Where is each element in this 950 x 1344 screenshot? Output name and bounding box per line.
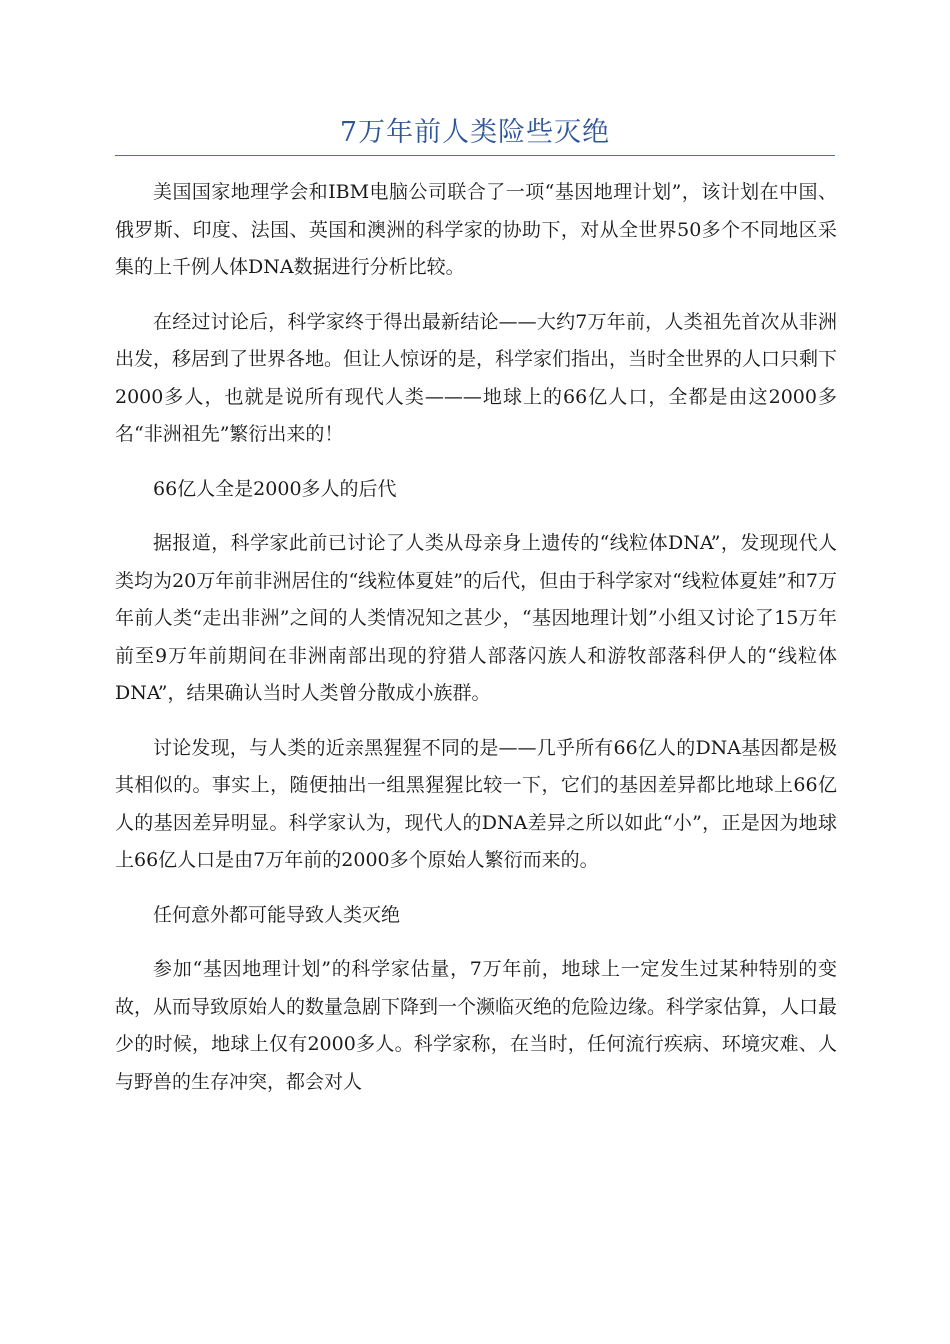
title-underline bbox=[115, 155, 835, 156]
subheading-descendants: 66亿人全是2000多人的后代 bbox=[153, 477, 397, 500]
paragraph-intro: 美国国家地理学会和IBM电脑公司联合了一项“基因地理计划”，该计划在中国、俄罗斯、印度、法国、英国和澳洲的科学家的协助下，对从全世界50多个不同地区采集的上千例人体DNA数据进行分析比较。 bbox=[115, 181, 837, 278]
paragraph-mitochondrial-dna: 据报道，科学家此前已讨论了人类从母亲身上遗传的“线粒体DNA”，发现现代人类均为20万年前非洲居住的“线粒体夏娃”的后代，但由于科学家对“线粒体夏娃”和7万年前人类“走出非洲”之间的人类情况知之甚少，“基因地理计划”小组又讨论了15万年前至9万年前期间在非洲南部出现的狩猎人部落闪族人和游牧部落科伊人的“线粒体DNA”，结果确认当时人类曾分散成小族群。 bbox=[115, 532, 837, 704]
subheading-extinction-risk: 任何意外都可能导致人类灭绝 bbox=[153, 903, 401, 926]
article-body bbox=[115, 174, 837, 1118]
page-title: 7万年前人类险些灭绝 bbox=[339, 117, 611, 148]
paragraph-population-estimate: 参加“基因地理计划”的科学家估量，7万年前，地球上一定发生过某种特别的变故，从而导致原始人的数量急剧下降到一个濒临灭绝的危险边缘。科学家估算，人口最少的时候，地球上仅有2000多人。科学家称，在当时，任何流行疾病、环境灾难、人与野兽的生存冲突，都会对人 bbox=[115, 958, 838, 1093]
paragraph-chimpanzee-comparison: 讨论发现，与人类的近亲黑猩猩不同的是——几乎所有66亿人的DNA基因都是极其相似的。事实上，随便抽出一组黑猩猩比较一下，它们的基因差异都比地球上66亿人的基因差异明显。科学家认为，现代人的DNA差异之所以如此“小”，正是因为地球上66亿人口是由7万年前的2000多个原始人繁衍而来的。 bbox=[115, 736, 837, 871]
paragraph-conclusion: 在经过讨论后，科学家终于得出最新结论——大约7万年前，人类祖先首次从非洲出发，移居到了世界各地。但让人惊讶的是，科学家们指出，当时全世界的人口只剩下2000多人，也就是说所有现代人类———地球上的66亿人口，全都是由这2000多名“非洲祖先”繁衍出来的！ bbox=[115, 310, 838, 445]
